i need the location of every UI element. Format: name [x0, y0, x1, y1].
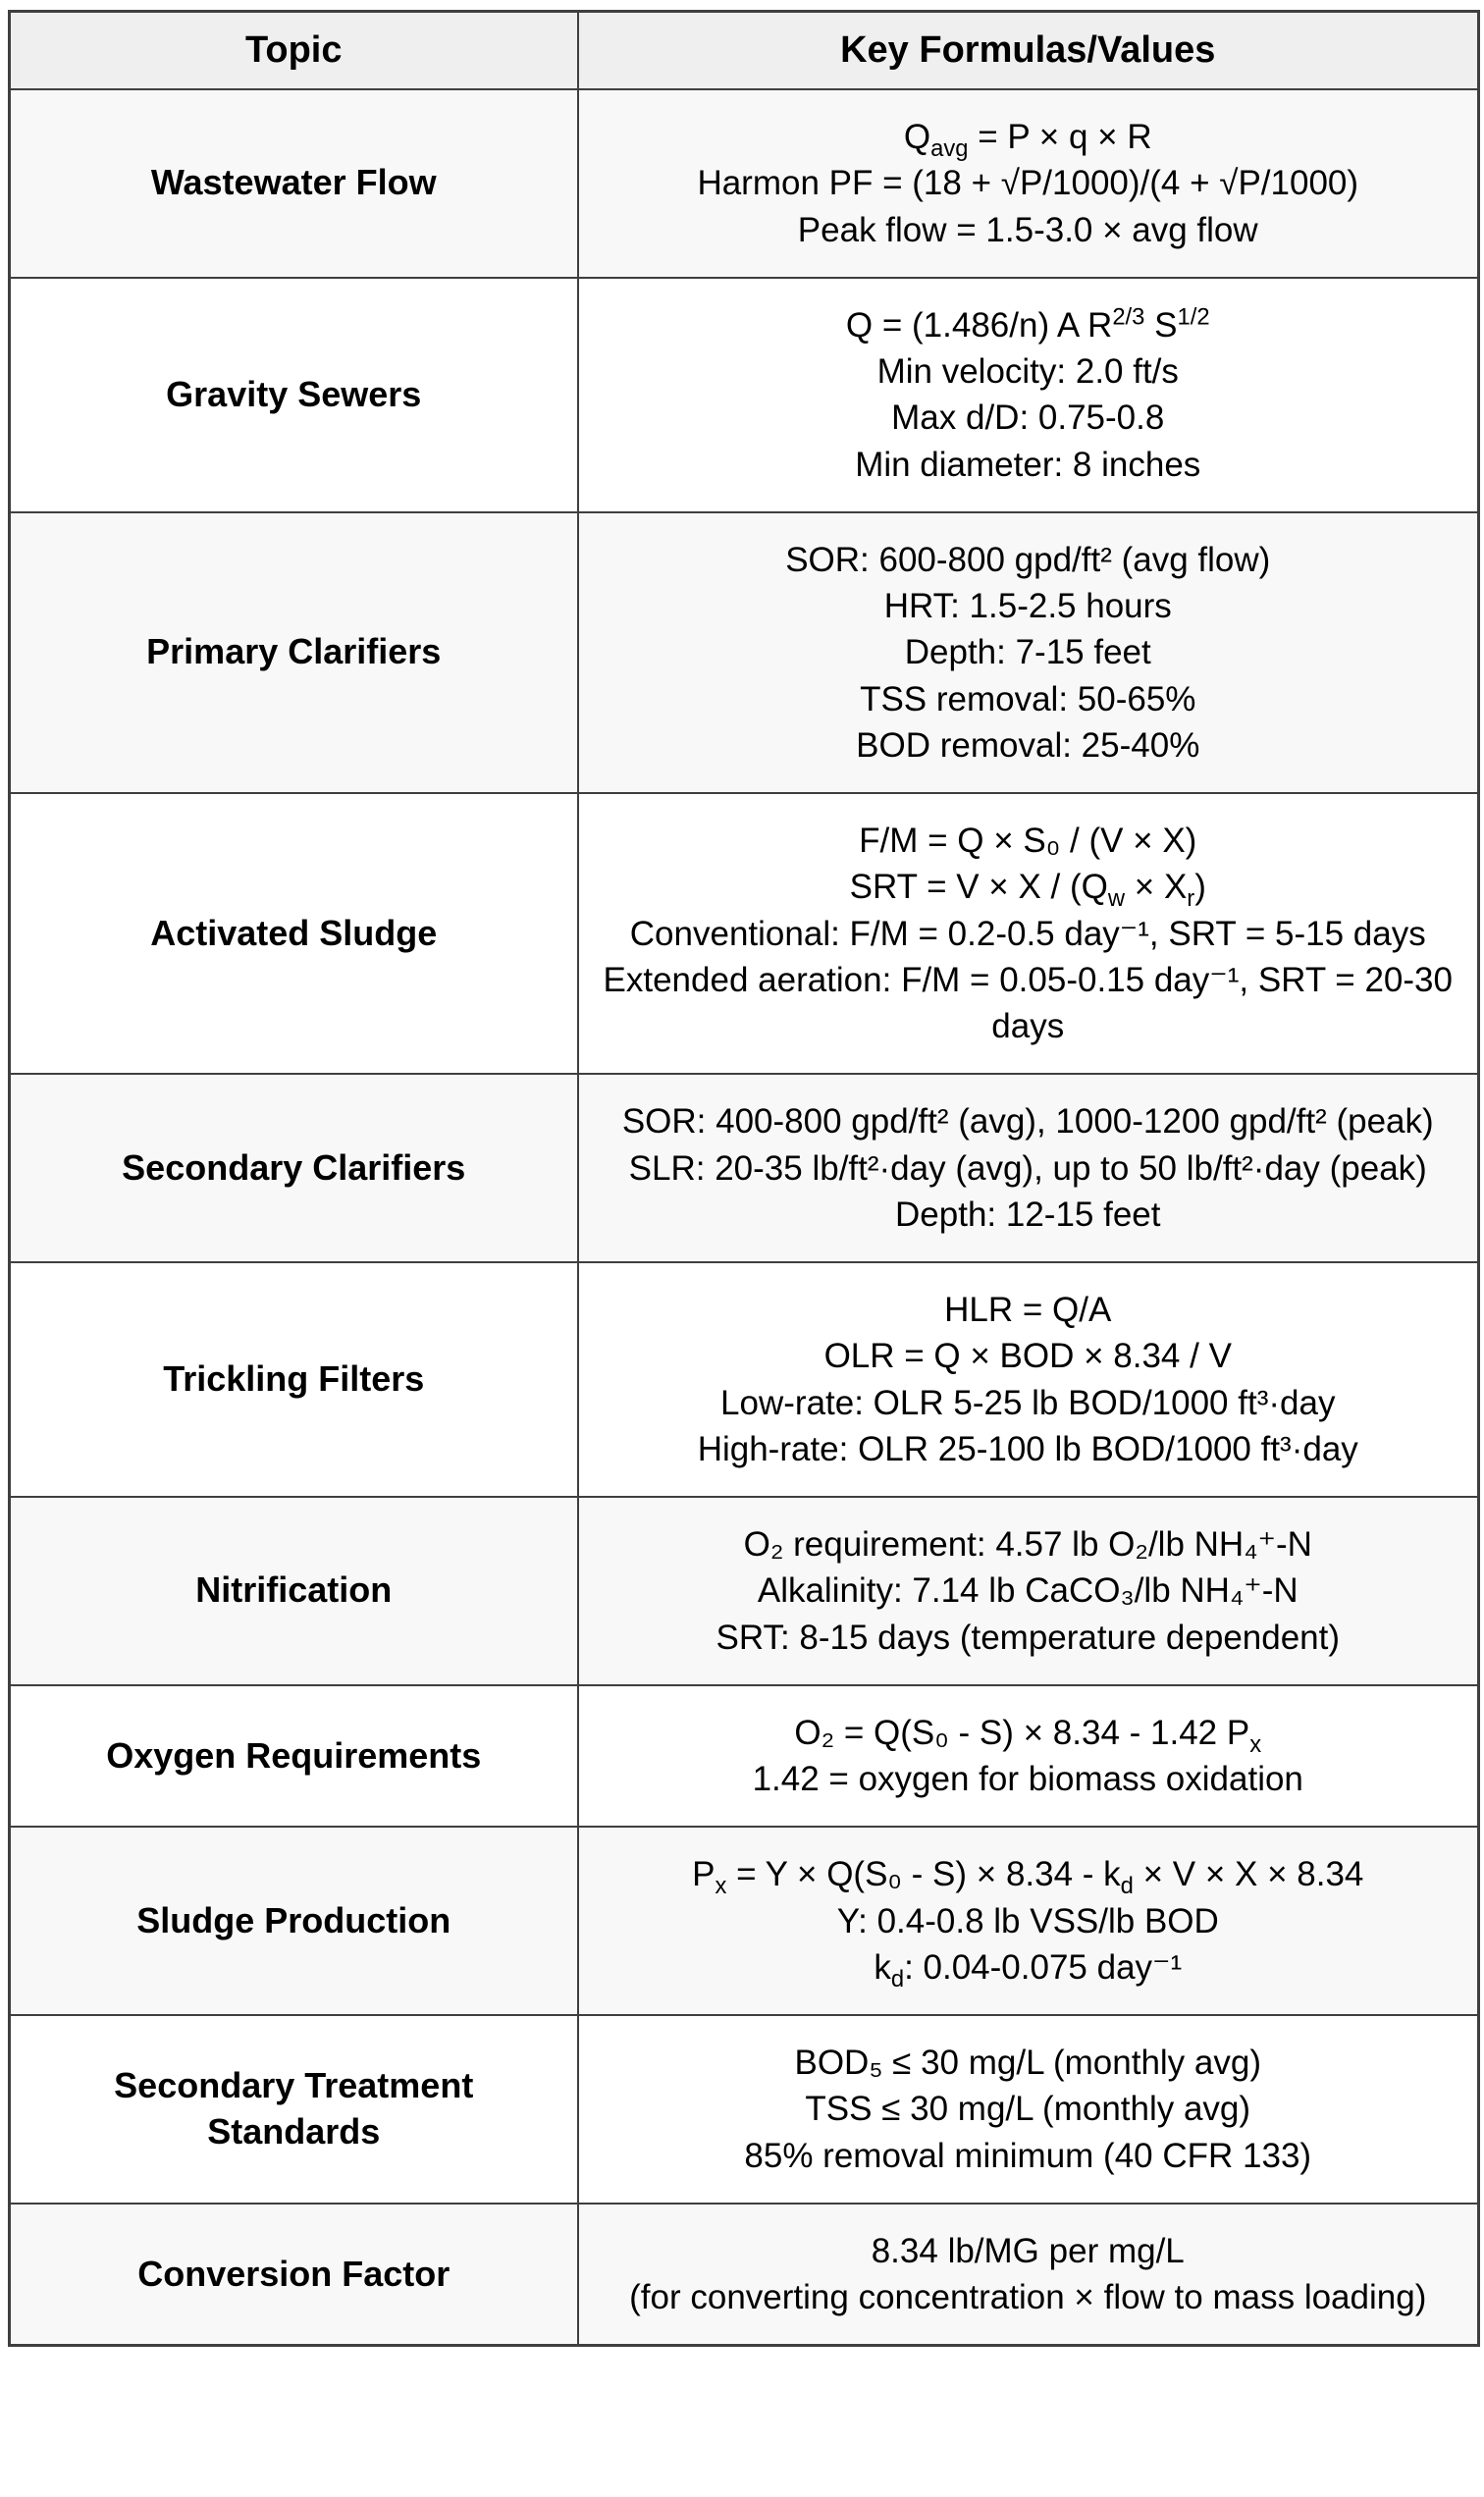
formula-line: Max d/D: 0.75-0.8: [891, 398, 1165, 438]
formula-line: SLR: 20-35 lb/ft²·day (avg), up to 50 lb/ft²·day (peak): [628, 1148, 1427, 1188]
formula-line: Min velocity: 2.0 ft/s: [876, 352, 1179, 391]
formulas-cell: [578, 2204, 1479, 2346]
topic-cell: Conversion Factor: [10, 2204, 578, 2346]
formula-line: Low-rate: OLR 5-25 lb BOD/1000 ft³·day: [720, 1383, 1336, 1422]
formula-line: Harmon PF = (18 + √P/1000)/(4 + √P/1000): [697, 164, 1359, 203]
table-row: [10, 89, 1479, 278]
table-row: [10, 2204, 1479, 2346]
formula-line: Min diameter: 8 inches: [855, 445, 1201, 484]
formula-line: SOR: 400-800 gpd/ft² (avg), 1000-1200 gpd/ft² (peak): [621, 1102, 1434, 1142]
formulas-cell: [578, 1685, 1479, 1828]
formula-line: 8.34 lb/MG per mg/L: [871, 2231, 1185, 2270]
formula-line: Peak flow = 1.5-3.0 × avg flow: [797, 210, 1258, 249]
formulas-cell: [578, 89, 1479, 278]
formula-line: Alkalinity: 7.14 lb CaCO₃/lb NH₄⁺-N: [757, 1571, 1298, 1611]
topic-cell: Oxygen Requirements: [10, 1685, 578, 1828]
formulas-cell: [578, 278, 1479, 512]
formula-line: SOR: 600-800 gpd/ft² (avg flow): [785, 540, 1271, 579]
column-header-key-formulas: Key Formulas/Values: [578, 12, 1479, 90]
formula-line: O₂ requirement: 4.57 lb O₂/lb NH₄⁺-N: [743, 1525, 1312, 1564]
formula-line: HRT: 1.5-2.5 hours: [883, 587, 1172, 625]
topic-cell: Primary Clarifiers: [10, 512, 578, 793]
formula-line: OLR = Q × BOD × 8.34 / V: [823, 1337, 1232, 1376]
formula-line: O₂ = Q(S₀ - S) × 8.34 - 1.42 $P_x$: [794, 1713, 1262, 1758]
topic-cell: Trickling Filters: [10, 1262, 578, 1497]
formula-line: SRT = $V \times X / (Q_w \times X_r)$: [849, 868, 1206, 913]
formula-line: $k_d$: 0.04-0.075 day⁻¹: [874, 1947, 1183, 1992]
formula-line: $Q_{avg} = P \times q \times R$: [903, 118, 1152, 162]
formulas-cell: [578, 1074, 1479, 1262]
formulas-cell: [578, 512, 1479, 793]
topic-cell: Sludge Production: [10, 1827, 578, 2015]
table-row: [10, 1685, 1479, 1828]
column-header-topic: Topic: [10, 12, 578, 90]
table-row: [10, 793, 1479, 1074]
table-row: [10, 512, 1479, 793]
table-row: [10, 1074, 1479, 1262]
header-row: [10, 12, 1479, 90]
reference-table: [8, 10, 1480, 2347]
table-row: [10, 1262, 1479, 1497]
formula-line: High-rate: OLR 25-100 lb BOD/1000 ft³·day: [697, 1429, 1358, 1468]
formula-line: SRT: 8-15 days (temperature dependent): [716, 1618, 1341, 1657]
table-row: [10, 278, 1479, 512]
table-row: [10, 2015, 1479, 2204]
topic-cell: Gravity Sewers: [10, 278, 578, 512]
formula-line: TSS ≤ 30 mg/L (monthly avg): [805, 2090, 1251, 2129]
formulas-cell: [578, 1827, 1479, 2015]
formulas-cell: [578, 1497, 1479, 1685]
formula-line: 85% removal minimum (40 CFR 133): [744, 2136, 1312, 2175]
formula-line: Extended aeration: F/M = 0.05-0.15 day⁻¹, SRT = 20-30 days: [603, 960, 1453, 1045]
formula-line: Conventional: F/M = 0.2-0.5 day⁻¹, SRT = 5-15 days: [629, 914, 1426, 953]
formula-line: $P_x = Y \times Q(S_0 - S) \times 8.34 - k_d \times V \times X \times 8.34$: [692, 1855, 1364, 1900]
topic-cell: Secondary Treatment Standards: [10, 2015, 578, 2204]
formulas-cell: [578, 1262, 1479, 1497]
formula-line: HLR = Q/A: [944, 1291, 1112, 1329]
formula-line: TSS removal: 50-65%: [860, 679, 1196, 718]
formula-line: Depth: 12-15 feet: [895, 1195, 1161, 1234]
formulas-cell: [578, 793, 1479, 1074]
topic-cell: Activated Sludge: [10, 793, 578, 1074]
topic-cell: Wastewater Flow: [10, 89, 578, 278]
formula-line: BOD₅ ≤ 30 mg/L (monthly avg): [794, 2044, 1261, 2082]
topic-cell: Nitrification: [10, 1497, 578, 1685]
formula-line: F/M = Q × S₀ / (V × X): [859, 822, 1197, 860]
table-row: [10, 1827, 1479, 2015]
formulas-cell: [578, 2015, 1479, 2204]
table-row: [10, 1497, 1479, 1685]
formula-line: BOD removal: 25-40%: [856, 725, 1200, 765]
topic-cell: Secondary Clarifiers: [10, 1074, 578, 1262]
formula-line: Q = (1.486/n) A $R^{2/3}$ $S^{1/2}$: [845, 303, 1210, 345]
formula-line: 1.42 = oxygen for biomass oxidation: [752, 1760, 1303, 1798]
formula-line: Depth: 7-15 feet: [904, 633, 1151, 672]
formula-line: (for converting concentration × flow to mass loading): [629, 2278, 1427, 2316]
formula-line: Y: 0.4-0.8 lb VSS/lb BOD: [836, 1901, 1219, 1940]
